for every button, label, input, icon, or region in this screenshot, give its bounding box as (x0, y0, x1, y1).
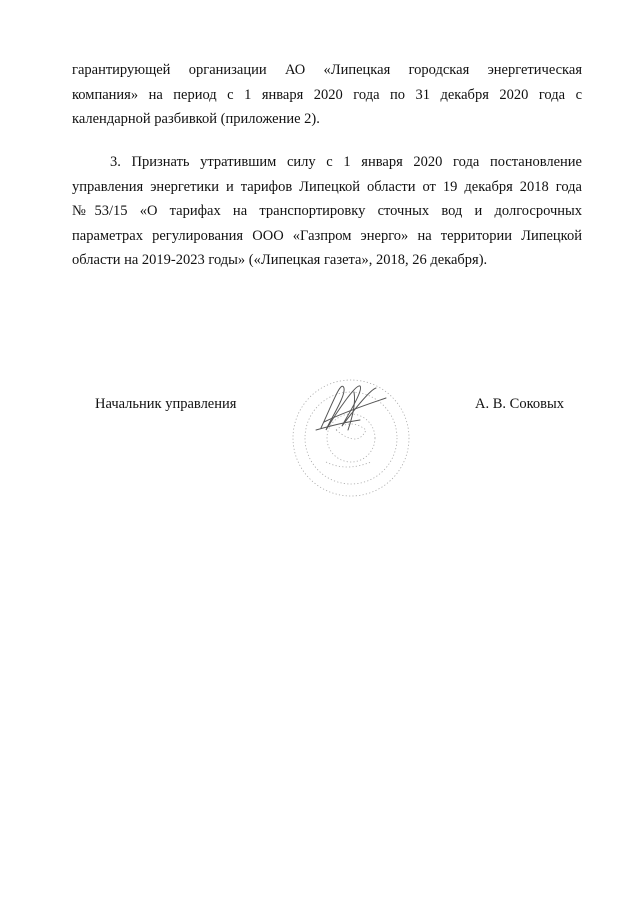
signatory-name: А. В. Соковых (475, 396, 564, 412)
stamp-signature-icon (286, 370, 416, 502)
signatory-role: Начальник управления (95, 396, 237, 412)
text-line: 3. Признать утратившим силу с 1 января 2020 года постановление (110, 154, 582, 170)
text-line: области на 2019-2023 годы» («Липецкая газета», 2018, 26 декабря). (72, 252, 488, 268)
paragraph-repeal (72, 150, 582, 273)
text-line: календарной разбивкой (приложение 2). (72, 111, 320, 127)
text-line: компания» на период с 1 января 2020 года по 31 декабря 2020 года с (72, 86, 582, 103)
text-line: гарантирующей организации АО «Липецкая городская энергетическая (72, 62, 582, 78)
text-line: управления энергетики и тарифов Липецкой области от 19 декабря 2018 года (72, 178, 582, 195)
paragraph-tariff-period (72, 58, 582, 132)
text-line: №53/15 «О тарифах на транспортировку сточных вод и долгосрочных (72, 203, 582, 219)
text-line: параметрах регулирования ООО «Газпром энерго» на территории Липецкой (72, 227, 582, 244)
